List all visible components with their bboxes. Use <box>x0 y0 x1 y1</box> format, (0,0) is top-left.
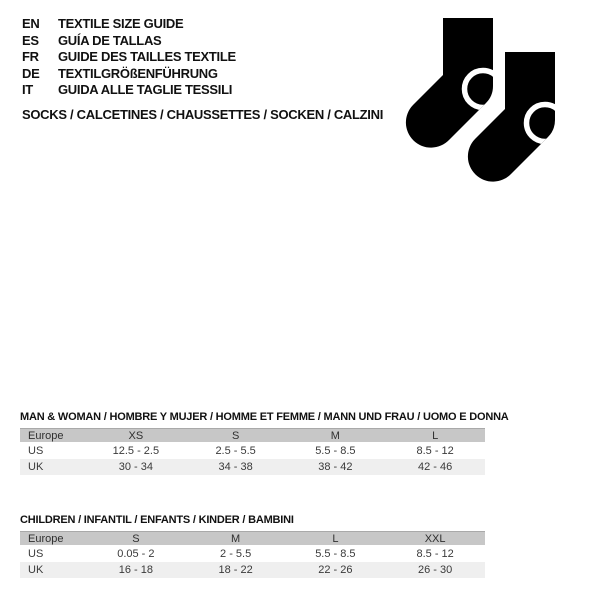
table-row-uk <box>20 459 485 475</box>
size-value-cell: 5.5 - 8.5 <box>315 548 356 560</box>
language-code: FR <box>22 49 39 65</box>
size-value-cell: 18 - 22 <box>218 564 253 576</box>
language-label: GUIDA ALLE TAGLIE TESSILI <box>58 82 233 98</box>
size-value-cell: 8.5 - 12 <box>416 548 454 560</box>
column-header-size: M <box>330 429 340 442</box>
category-title: SOCKS / CALCETINES / CHAUSSETTES / SOCKEN / CALZINI <box>22 107 384 122</box>
language-row-fr <box>22 49 236 66</box>
size-value-cell: 30 - 34 <box>118 461 153 473</box>
size-value-cell: 42 - 46 <box>418 461 453 473</box>
language-row-es <box>22 33 236 50</box>
row-label: UK <box>28 564 44 576</box>
row-label: US <box>28 548 44 560</box>
size-table-children <box>20 513 485 578</box>
column-header-size: S <box>231 429 240 442</box>
column-header-size: XXL <box>424 532 446 545</box>
size-value-cell: 22 - 26 <box>318 564 353 576</box>
column-header-size: L <box>332 532 339 545</box>
language-code: DE <box>22 65 40 81</box>
language-row-de <box>22 66 236 83</box>
size-value-cell: 5.5 - 8.5 <box>315 445 356 457</box>
language-list <box>22 16 236 99</box>
language-code: ES <box>22 32 39 48</box>
socks-icon <box>398 10 568 190</box>
row-label: US <box>28 445 44 457</box>
table-title: CHILDREN / INFANTIL / ENFANTS / KINDER / BAMBINI <box>20 514 294 526</box>
size-value-cell: 26 - 30 <box>418 564 453 576</box>
language-label: GUÍA DE TALLAS <box>58 32 162 48</box>
column-header-region: Europe <box>28 429 64 442</box>
size-value-cell: 38 - 42 <box>318 461 353 473</box>
size-value-cell: 2.5 - 5.5 <box>215 445 256 457</box>
language-row-it <box>22 82 236 99</box>
table-row-us <box>20 443 485 459</box>
size-table-man-woman <box>20 410 509 475</box>
column-header-region: Europe <box>28 532 64 545</box>
language-row-en <box>22 16 236 33</box>
table-title: MAN & WOMAN / HOMBRE Y MUJER / HOMME ET FEMME / MANN UND FRAU / UOMO E DONNA <box>20 411 509 423</box>
size-value-cell: 2 - 5.5 <box>220 548 252 560</box>
language-label: GUIDE DES TAILLES TEXTILE <box>58 49 236 65</box>
language-label: TEXTILGRÖßENFÜHRUNG <box>58 65 218 81</box>
size-value-cell: 16 - 18 <box>118 564 153 576</box>
language-label: TEXTILE SIZE GUIDE <box>58 16 184 31</box>
column-header-size: XS <box>128 429 144 442</box>
table-row-us <box>20 546 485 562</box>
size-value-cell: 12.5 - 2.5 <box>112 445 160 457</box>
table-header-row <box>20 428 485 442</box>
column-header-size: S <box>132 532 140 545</box>
size-value-cell: 0.05 - 2 <box>117 548 155 560</box>
column-header-size: M <box>231 532 241 545</box>
language-code: IT <box>22 82 33 98</box>
language-code: EN <box>22 16 40 31</box>
row-label: UK <box>28 461 44 473</box>
size-value-cell: 8.5 - 12 <box>416 445 454 457</box>
size-value-cell: 34 - 38 <box>218 461 253 473</box>
table-row-uk <box>20 562 485 578</box>
column-header-size: L <box>432 429 439 442</box>
table-header-row <box>20 531 485 545</box>
